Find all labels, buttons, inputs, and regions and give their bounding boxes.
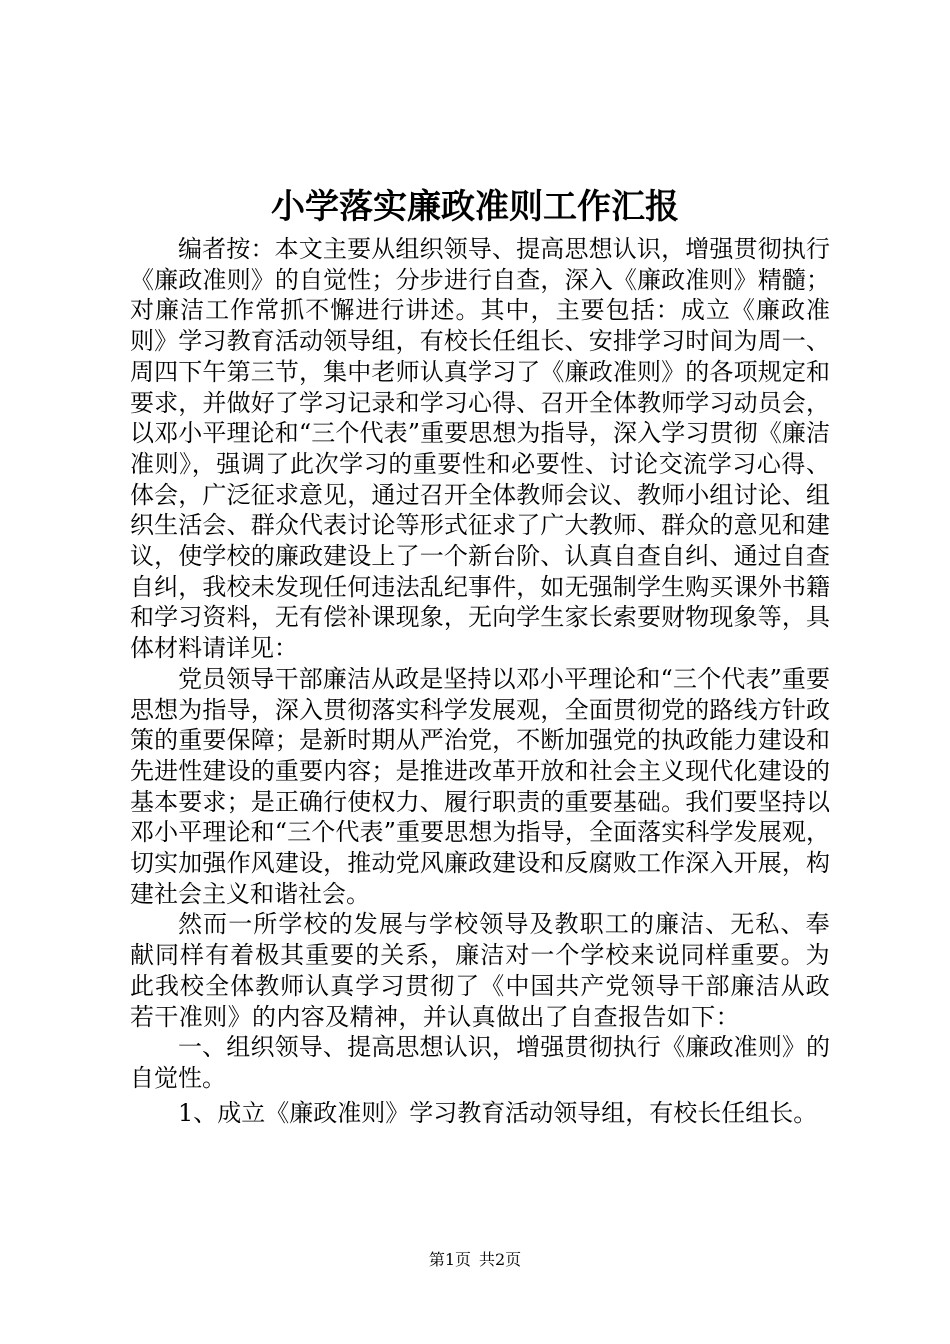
editor-note-paragraph: 编者按：本文主要从组织领导、提高思想认识，增强贯彻执行《廉政准则》的自觉性；分步进行自查，深入《廉政准则》精髓；对廉洁工作常抓不懈进行讲述。其中，主要包括：成立《廉政准则》学习教育活动领导组，有校长任组长、安排学习时间为周一、周四下午第三节，集中老师认真学习了《廉政准则》的各项规定和要求，并做好了学习记录和学习心得、召开全体教师学习动员会，以邓小平理论和“三个代表”重要思想为指导，深入学习贯彻《廉洁准则》，强调了此次学习的重要性和必要性、讨论交流学习心得、体会，广泛征求意见，通过召开全体教师会议、教师小组讨论、组织生活会、群众代表讨论等形式征求了广大教师、群众的意见和建议，使学校的廉政建设上了一个新台阶、认真自查自纠、通过自查自纠，我校未发现任何违法乱纪事件，如无强制学生购买课外书籍和学习资料，无有偿补课现象，无向学生家长索要财物现象等，具体材料请详见： xyxy=(130,235,830,663)
body-paragraph: 然而一所学校的发展与学校领导及教职工的廉洁、无私、奉献同样有着极其重要的关系，廉洁对一个学校来说同样重要。为此我校全体教师认真学习贯彻了《中国共产党领导干部廉洁从政若干准则》的内容及精神，并认真做出了自查报告如下： xyxy=(130,910,830,1031)
section-heading: 一、组织领导、提高思想认识，增强贯彻执行《廉政准则》的自觉性。 xyxy=(130,1033,830,1092)
document-title: 小学落实廉政准则工作汇报 xyxy=(271,187,679,227)
list-item: 1、成立《廉政准则》学习教育活动领导组，有校长任组长。 xyxy=(178,1098,818,1127)
body-paragraph: 党员领导干部廉洁从政是坚持以邓小平理论和“三个代表”重要思想为指导，深入贯彻落实科学发展观，全面贯彻党的路线方针政策的重要保障；是新时期从严治党，不断加强党的执政能力建设和先进性建设的重要内容；是推进改革开放和社会主义现代化建设的基本要求；是正确行使权力、履行职责的重要基础。我们要坚持以邓小平理论和“三个代表”重要思想为指导，全面落实科学发展观，切实加强作风建设，推动党风廉政建设和反腐败工作深入开展，构建社会主义和谐社会。 xyxy=(130,664,830,908)
page-count: 共2页 xyxy=(479,1250,522,1269)
document-body xyxy=(130,234,830,1128)
page-footer xyxy=(0,1250,950,1270)
page-number: 第1页 xyxy=(428,1250,471,1269)
